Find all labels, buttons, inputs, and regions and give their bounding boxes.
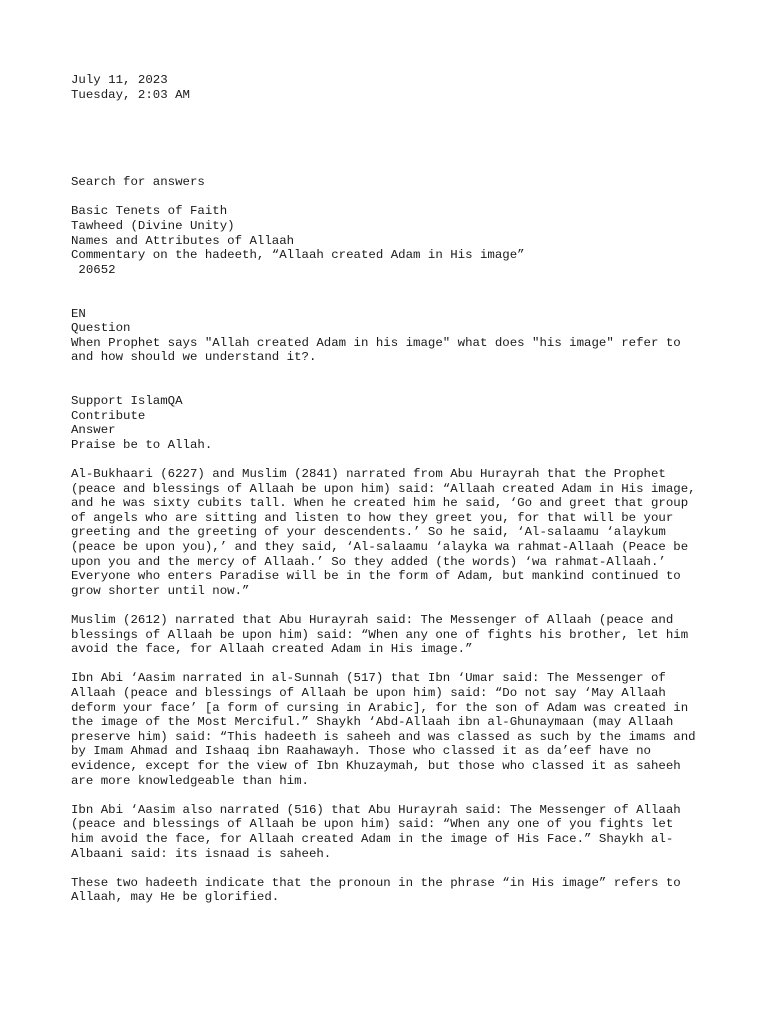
question-heading: Question [71, 321, 131, 336]
answer-paragraph: Ibn Abi ‘Aasim narrated in al-Sunnah (517) that Ibn ‘Umar said: The Messenger of Allaah (peace and blessings of Allaah be upon him) said: “Do not say ‘May Allaah deform your face’ [a form of cursing in Arabic], for the son of Adam was created in the image of the Most Merciful.” Shaykh ‘Abd-Allaah ibn al-Ghunaymaan (may Allaah preserve him) said: “This hadeeth is saheeh and was classed as such by the imams and by Imam Ahmad and Ishaaq ibn Raahawayh. Those who classed it as da’eef have no evidence, except for the view of Ibn Khuzaymah, but those who classed it as saheeh are more knowledgeable than him. [71, 671, 696, 788]
answer-heading: Answer [71, 423, 116, 438]
spacer [71, 452, 721, 467]
answer-paragraph: Muslim (2612) narrated that Abu Hurayrah said: The Messenger of Allaah (peace and blessings of Allaah be upon him) said: “When any one of fights his brother, let him avoid the face, for Allaah created Adam in His image.” [71, 613, 689, 657]
spacer [71, 861, 721, 876]
answer-paragraph: Ibn Abi ‘Aasim also narrated (516) that Abu Hurayrah said: The Messenger of Allaah (peace and blessings of Allaah be upon him) said: “When any one of you fights let him avoid the face, for Allaah created Adam in the image of His Face.” Shaykh al-Albaani said: its isnaad is saheeh. [71, 802, 681, 861]
spacer [71, 102, 721, 175]
question-text: When Prophet says "Allah created Adam in his image" what does "his image" refer to and how should we understand it?. [71, 335, 681, 365]
spacer [71, 788, 721, 803]
answer-paragraph: These two hadeeth indicate that the pronoun in the phrase “in His image” refers to Allaah, may He be glorified. [71, 875, 681, 905]
question-number: 20652 [71, 262, 116, 277]
spacer [71, 277, 721, 306]
spacer [71, 598, 721, 613]
breadcrumb-basic-tenets[interactable]: Basic Tenets of Faith [71, 204, 228, 219]
language-switch[interactable]: EN [71, 306, 86, 321]
search-link[interactable]: Search for answers [71, 175, 205, 190]
answer-paragraph: Al-Bukhaari (6227) and Muslim (2841) narrated from Abu Hurayrah that the Prophet (peace and blessings of Allaah be upon him) said: “Allaah created Adam in His image, and he was sixty cubits tall. When he created him he said, ‘Go and greet that group of angels who are sitting and listen to how they greet you, for that will be your greeting and the greeting of your descendents.’ So he said, ‘Al-salaamu ‘alaykum (peace be upon you),’ and they said, ‘Al-salaamu ‘alayka wa rahmat-Allaah (Peace be upon you and the mercy of Allaah.’ So they added (the words) ‘wa rahmat-Allaah.’ Everyone who enters Paradise will be in the form of Adam, but mankind continued to grow shorter until now.” [71, 467, 696, 598]
breadcrumb-tawheed[interactable]: Tawheed (Divine Unity) [71, 218, 235, 233]
day-time-text: Tuesday, 2:03 AM [71, 87, 190, 102]
answer-opening: Praise be to Allah. [71, 437, 213, 452]
contribute-link[interactable]: Contribute [71, 408, 146, 423]
page-title: Commentary on the hadeeth, “Allaah created Adam in His image” [71, 248, 525, 263]
spacer [71, 365, 721, 394]
spacer [71, 190, 721, 205]
document-page [71, 73, 721, 905]
date-text: July 11, 2023 [71, 73, 168, 87]
spacer [71, 657, 721, 672]
breadcrumb-names-attributes[interactable]: Names and Attributes of Allaah [71, 233, 295, 248]
support-link[interactable]: Support IslamQA [71, 394, 183, 409]
